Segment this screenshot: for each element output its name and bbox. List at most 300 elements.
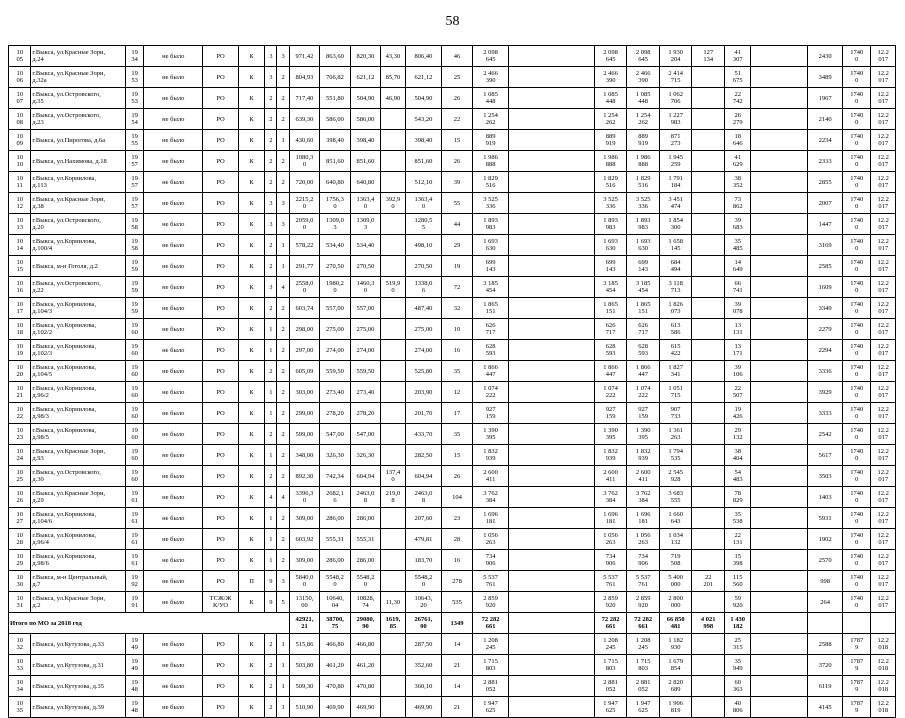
table-cell: 1 832 939 bbox=[627, 445, 660, 466]
table-cell: 10 26 bbox=[9, 487, 31, 508]
table-cell: 26761, 00 bbox=[405, 613, 442, 634]
table-cell: не было bbox=[144, 550, 203, 571]
table-cell bbox=[509, 298, 594, 319]
table-cell: 10 09 bbox=[9, 130, 31, 151]
table-cell bbox=[751, 613, 808, 634]
table-cell: 1740 0 bbox=[842, 361, 870, 382]
table-cell: 1 056 263 bbox=[594, 529, 627, 550]
table-cell: К bbox=[238, 109, 264, 130]
table-cell bbox=[509, 235, 594, 256]
table-cell: 851,60 bbox=[320, 151, 351, 172]
table-cell: 1 bbox=[277, 130, 289, 151]
table-cell: К bbox=[238, 508, 264, 529]
table-cell: 4 bbox=[265, 487, 277, 508]
table-cell: 12.2 017 bbox=[871, 109, 896, 130]
table-cell: 1 bbox=[277, 256, 289, 277]
table-cell: 433,70 bbox=[405, 424, 442, 445]
table-cell: 348,00 bbox=[289, 445, 320, 466]
table-cell: 326,30 bbox=[320, 445, 351, 466]
table-cell: 3 762 384 bbox=[627, 487, 660, 508]
table-cell: не было bbox=[144, 298, 203, 319]
table-cell: 19 61 bbox=[125, 508, 143, 529]
table-cell: 889 919 bbox=[594, 130, 627, 151]
table-cell: 1 696 181 bbox=[594, 508, 627, 529]
table-cell: 3333 bbox=[808, 403, 843, 424]
table-cell: 1 085 448 bbox=[627, 88, 660, 109]
table-cell: 640,80 bbox=[320, 172, 351, 193]
table-cell bbox=[692, 634, 725, 655]
table-row bbox=[9, 235, 896, 256]
table-cell bbox=[509, 256, 594, 277]
table-cell: 299,00 bbox=[289, 403, 320, 424]
table-cell: 12.2 017 bbox=[871, 172, 896, 193]
table-cell: 1363,4 0 bbox=[350, 193, 381, 214]
table-cell bbox=[751, 550, 808, 571]
table-cell: 1740 0 bbox=[842, 382, 870, 403]
table-row bbox=[9, 571, 896, 592]
table-cell: К bbox=[238, 193, 264, 214]
table-cell: 719 508 bbox=[659, 550, 692, 571]
table-cell bbox=[751, 382, 808, 403]
table-cell: 621,12 bbox=[405, 67, 442, 88]
table-cell bbox=[692, 298, 725, 319]
table-cell: 1 715 803 bbox=[472, 655, 509, 676]
table-cell: 12.2 017 bbox=[871, 445, 896, 466]
table-cell: 1 208 245 bbox=[627, 634, 660, 655]
table-cell: 41 307 bbox=[725, 46, 751, 67]
table-cell: 461,20 bbox=[350, 655, 381, 676]
table-cell: 16 bbox=[442, 340, 473, 361]
table-cell: 1 bbox=[265, 340, 277, 361]
table-cell: 12 bbox=[442, 382, 473, 403]
table-cell: 1740 0 bbox=[842, 109, 870, 130]
table-cell: 2294 bbox=[808, 340, 843, 361]
table-cell: 219,0 8 bbox=[381, 487, 405, 508]
table-cell: К bbox=[238, 214, 264, 235]
table-row bbox=[9, 403, 896, 424]
table-cell: 278,20 bbox=[350, 403, 381, 424]
table-cell: 207,60 bbox=[405, 508, 442, 529]
table-cell: 742,34 bbox=[320, 466, 351, 487]
table-cell bbox=[509, 634, 594, 655]
table-cell: не было bbox=[144, 592, 203, 613]
table-cell bbox=[692, 340, 725, 361]
table-cell bbox=[751, 466, 808, 487]
table-cell: 3720 bbox=[808, 655, 843, 676]
table-cell: 286,00 bbox=[320, 550, 351, 571]
table-cell: 39 bbox=[442, 172, 473, 193]
table-cell: г.Выкса, ул.Островского, д.30 bbox=[31, 466, 126, 487]
table-cell bbox=[692, 655, 725, 676]
table-cell: 13 131 bbox=[725, 319, 751, 340]
table-row bbox=[9, 361, 896, 382]
table-cell: 22 131 bbox=[725, 529, 751, 550]
table-cell: РО bbox=[203, 256, 239, 277]
table-row bbox=[9, 529, 896, 550]
table-cell: РО bbox=[203, 445, 239, 466]
table-cell: 555,31 bbox=[350, 529, 381, 550]
table-cell bbox=[381, 382, 405, 403]
table-cell bbox=[509, 529, 594, 550]
table-cell: К bbox=[238, 487, 264, 508]
table-cell bbox=[692, 172, 725, 193]
table-cell bbox=[381, 151, 405, 172]
table-cell: 274,00 bbox=[405, 340, 442, 361]
table-cell: К bbox=[238, 88, 264, 109]
table-cell: г.Выкса, ул.Корнилова, д.100/4 bbox=[31, 235, 126, 256]
table-cell: 466,80 bbox=[320, 634, 351, 655]
table-cell: 43,30 bbox=[381, 46, 405, 67]
table-cell: 2 bbox=[277, 298, 289, 319]
table-cell: 1 062 706 bbox=[659, 88, 692, 109]
table-cell: 19 59 bbox=[125, 298, 143, 319]
table-cell: 806,40 bbox=[405, 46, 442, 67]
table-cell: 19 55 bbox=[125, 130, 143, 151]
table-cell: 1 430 182 bbox=[725, 613, 751, 634]
table-cell: 66 741 bbox=[725, 277, 751, 298]
table-cell: 1756,3 0 bbox=[320, 193, 351, 214]
table-cell: 10 34 bbox=[9, 676, 31, 697]
table-cell: 3336 bbox=[808, 361, 843, 382]
table-cell: 1787 9 bbox=[842, 634, 870, 655]
table-cell: 19 60 bbox=[125, 361, 143, 382]
table-cell bbox=[509, 130, 594, 151]
table-cell: 470,80 bbox=[350, 676, 381, 697]
table-cell: 559,50 bbox=[320, 361, 351, 382]
table-cell: 1787 9 bbox=[842, 655, 870, 676]
table-cell: 586,00 bbox=[350, 109, 381, 130]
table-cell: 12.2 017 bbox=[871, 487, 896, 508]
table-cell: 1 947 625 bbox=[627, 697, 660, 718]
table-cell bbox=[381, 256, 405, 277]
table-row bbox=[9, 508, 896, 529]
table-cell: 270,50 bbox=[405, 256, 442, 277]
table-cell: 2 bbox=[277, 151, 289, 172]
table-cell: 599,00 bbox=[289, 424, 320, 445]
table-cell: 1 390 395 bbox=[472, 424, 509, 445]
table-cell: 5840,0 0 bbox=[289, 571, 320, 592]
table-cell: 519,9 0 bbox=[381, 277, 405, 298]
table-cell: 1 829 516 bbox=[627, 172, 660, 193]
table-cell: 734 906 bbox=[594, 550, 627, 571]
table-cell: г.Выкса, ул.Корнилова, д.104/6 bbox=[31, 508, 126, 529]
table-cell: 2 bbox=[265, 151, 277, 172]
table-cell: 1 bbox=[265, 403, 277, 424]
table-cell: 3 451 474 bbox=[659, 193, 692, 214]
table-cell: 1 693 630 bbox=[472, 235, 509, 256]
table-cell: 1 085 448 bbox=[594, 88, 627, 109]
table-cell: П bbox=[238, 571, 264, 592]
table-cell: 1740 0 bbox=[842, 235, 870, 256]
table-cell: не было bbox=[144, 214, 203, 235]
table-cell: 19 bbox=[442, 256, 473, 277]
table-cell: 1 947 625 bbox=[472, 697, 509, 718]
table-cell: 5548,2 0 bbox=[320, 571, 351, 592]
table-cell: 2 bbox=[265, 361, 277, 382]
table-cell: 32 bbox=[442, 298, 473, 319]
table-cell: 22 507 bbox=[725, 382, 751, 403]
table-row bbox=[9, 445, 896, 466]
table-cell: 360,10 bbox=[405, 676, 442, 697]
table-cell: 398,40 bbox=[350, 130, 381, 151]
table-cell: 2 545 928 bbox=[659, 466, 692, 487]
table-cell bbox=[751, 67, 808, 88]
table-cell: 10 30 bbox=[9, 571, 31, 592]
table-row bbox=[9, 382, 896, 403]
table-cell: 14 bbox=[442, 634, 473, 655]
table-cell: 1460,3 0 bbox=[350, 277, 381, 298]
table-cell: К bbox=[238, 151, 264, 172]
table-cell: 270,50 bbox=[320, 256, 351, 277]
table-cell bbox=[692, 109, 725, 130]
table-cell: 3169 bbox=[808, 235, 843, 256]
table-cell: 1740 0 bbox=[842, 403, 870, 424]
table-cell: 684 494 bbox=[659, 256, 692, 277]
table-cell bbox=[381, 508, 405, 529]
table-cell: РО bbox=[203, 424, 239, 445]
table-cell: 10 bbox=[442, 319, 473, 340]
table-cell: 309,00 bbox=[289, 550, 320, 571]
table-cell: 1 947 625 bbox=[594, 697, 627, 718]
table-cell: 5 537 761 bbox=[594, 571, 627, 592]
table-cell: РО bbox=[203, 67, 239, 88]
table-cell: 1 791 184 bbox=[659, 172, 692, 193]
table-cell bbox=[692, 487, 725, 508]
table-cell: 1 074 222 bbox=[472, 382, 509, 403]
table-cell: 3 bbox=[265, 67, 277, 88]
table-cell: 12.2 017 bbox=[871, 46, 896, 67]
table-cell: г.Выкса, ул.Корнилова, д.96/4 bbox=[31, 529, 126, 550]
table-row bbox=[9, 214, 896, 235]
table-cell: 3 bbox=[265, 46, 277, 67]
table-cell: К bbox=[238, 466, 264, 487]
table-cell: 54 483 bbox=[725, 466, 751, 487]
table-cell: г.Выкса, ул.Красные Зори, д.38 bbox=[31, 193, 126, 214]
table-cell: 1338,0 6 bbox=[405, 277, 442, 298]
table-cell: 9 bbox=[265, 592, 277, 613]
table-cell bbox=[381, 697, 405, 718]
table-cell: 3 bbox=[277, 214, 289, 235]
table-cell: 10 24 bbox=[9, 445, 31, 466]
table-cell: г.Выкса, ул.Островского, д.22 bbox=[31, 277, 126, 298]
table-cell: 2 bbox=[265, 130, 277, 151]
table-cell bbox=[381, 319, 405, 340]
table-cell: 10 28 bbox=[9, 529, 31, 550]
table-cell: 1740 0 bbox=[842, 319, 870, 340]
table-cell: 72 282 661 bbox=[472, 613, 509, 634]
table-cell bbox=[381, 172, 405, 193]
table-cell: 557,00 bbox=[350, 298, 381, 319]
table-cell: 1 832 939 bbox=[594, 445, 627, 466]
table-cell: 13 171 bbox=[725, 340, 751, 361]
table-cell: 1 832 939 bbox=[472, 445, 509, 466]
table-cell bbox=[751, 361, 808, 382]
page-number: 58 bbox=[445, 14, 460, 29]
table-cell bbox=[509, 46, 594, 67]
table-cell: 12.2 017 bbox=[871, 361, 896, 382]
table-cell: 273,40 bbox=[320, 382, 351, 403]
table-cell: 2 800 000 bbox=[659, 592, 692, 613]
table-cell: 547,00 bbox=[320, 424, 351, 445]
table-cell: 1 715 803 bbox=[594, 655, 627, 676]
table-cell: 1403 bbox=[808, 487, 843, 508]
table-cell: 12.2 017 bbox=[871, 382, 896, 403]
table-cell: не было bbox=[144, 256, 203, 277]
table-cell: К bbox=[238, 592, 264, 613]
table-cell: 1 208 245 bbox=[472, 634, 509, 655]
table-cell: г.Выкса, ул.Пирогова, д.6а bbox=[31, 130, 126, 151]
table-cell: 2 bbox=[265, 88, 277, 109]
table-cell: 555,31 bbox=[320, 529, 351, 550]
table-cell: 10643, 20 bbox=[405, 592, 442, 613]
table-cell: г.Выкса, ул.Корнилова, д.102/3 bbox=[31, 340, 126, 361]
table-cell: 12.2 017 bbox=[871, 340, 896, 361]
table-cell: 1 893 983 bbox=[594, 214, 627, 235]
table-cell: РО bbox=[203, 319, 239, 340]
table-cell: 55 bbox=[442, 193, 473, 214]
table-cell bbox=[692, 466, 725, 487]
table-cell: не было bbox=[144, 235, 203, 256]
table-cell: 19 48 bbox=[125, 697, 143, 718]
table-cell: 10 23 bbox=[9, 424, 31, 445]
table-cell: 1 866 447 bbox=[627, 361, 660, 382]
table-cell: 504,90 bbox=[405, 88, 442, 109]
table-row bbox=[9, 466, 896, 487]
table-cell: 1 693 630 bbox=[594, 235, 627, 256]
table-cell: 5 400 000 bbox=[659, 571, 692, 592]
table-cell: 10 13 bbox=[9, 214, 31, 235]
table-cell: г.Выкса, ул.Кутузова, д.33 bbox=[31, 634, 126, 655]
table-cell: 19 57 bbox=[125, 151, 143, 172]
table-cell: 39 078 bbox=[725, 298, 751, 319]
table-cell: 706,82 bbox=[320, 67, 351, 88]
table-cell bbox=[692, 277, 725, 298]
table-cell bbox=[381, 445, 405, 466]
table-cell: 626 717 bbox=[472, 319, 509, 340]
table-cell: 2007 bbox=[808, 193, 843, 214]
table-cell: 22 742 bbox=[725, 88, 751, 109]
table-cell: 19 61 bbox=[125, 550, 143, 571]
table-body bbox=[9, 46, 896, 718]
table-cell: не было bbox=[144, 130, 203, 151]
table-cell bbox=[509, 382, 594, 403]
table-cell: 66 850 481 bbox=[659, 613, 692, 634]
table-cell: 12.2 018 bbox=[871, 697, 896, 718]
table-cell: 1740 0 bbox=[842, 529, 870, 550]
table-cell bbox=[509, 592, 594, 613]
table-row bbox=[9, 67, 896, 88]
table-cell: 2 466 390 bbox=[472, 67, 509, 88]
table-cell: 2 bbox=[277, 88, 289, 109]
table-cell: 603,74 bbox=[289, 298, 320, 319]
table-cell: 12.2 017 bbox=[871, 529, 896, 550]
table-cell: 22 201 bbox=[692, 571, 725, 592]
table-cell: 699 143 bbox=[627, 256, 660, 277]
table-cell: 10 11 bbox=[9, 172, 31, 193]
table-cell: 19 60 bbox=[125, 319, 143, 340]
table-cell: 1 930 204 bbox=[659, 46, 692, 67]
table-cell: 1 826 073 bbox=[659, 298, 692, 319]
table-cell: 72 bbox=[442, 277, 473, 298]
table-cell: 1 893 983 bbox=[472, 214, 509, 235]
table-cell: не было bbox=[144, 487, 203, 508]
table-cell bbox=[871, 613, 896, 634]
table-cell: 1740 0 bbox=[842, 277, 870, 298]
table-cell bbox=[692, 361, 725, 382]
table-cell: 2 bbox=[265, 676, 277, 697]
table-cell bbox=[692, 382, 725, 403]
table-row bbox=[9, 109, 896, 130]
table-row bbox=[9, 634, 896, 655]
table-cell: 1740 0 bbox=[842, 340, 870, 361]
table-cell: 19 60 bbox=[125, 403, 143, 424]
table-cell: 2 881 052 bbox=[594, 676, 627, 697]
table-cell: 1 254 262 bbox=[472, 109, 509, 130]
table-cell: 1787 9 bbox=[842, 676, 870, 697]
table-cell: 1787 9 bbox=[842, 697, 870, 718]
table-cell: 1 865 151 bbox=[594, 298, 627, 319]
table-cell: 21 bbox=[442, 655, 473, 676]
table-cell: 1740 0 bbox=[842, 424, 870, 445]
table-cell: не было bbox=[144, 697, 203, 718]
table-cell: 2 bbox=[277, 529, 289, 550]
table-cell: 10 19 bbox=[9, 340, 31, 361]
table-cell: РО bbox=[203, 676, 239, 697]
table-cell: 10 33 bbox=[9, 655, 31, 676]
table-cell: 509,30 bbox=[289, 676, 320, 697]
table-cell: 487,40 bbox=[405, 298, 442, 319]
table-cell bbox=[692, 235, 725, 256]
table-cell: г.Выкса, ул.Корнилова, д.96/2 bbox=[31, 382, 126, 403]
table-cell: 621,12 bbox=[350, 67, 381, 88]
table-cell bbox=[509, 403, 594, 424]
table-cell: 51 675 bbox=[725, 67, 751, 88]
table-cell: К bbox=[238, 172, 264, 193]
table-cell: 2 881 052 bbox=[627, 676, 660, 697]
table-row bbox=[9, 676, 896, 697]
table-cell: г.Выкса, ул.Корнилова, д.98/5 bbox=[31, 424, 126, 445]
table-cell: 1 254 262 bbox=[627, 109, 660, 130]
table-cell: 19 49 bbox=[125, 655, 143, 676]
table-cell: 1309,0 3 bbox=[350, 214, 381, 235]
table-cell: 1 794 535 bbox=[659, 445, 692, 466]
table-cell: 1 074 222 bbox=[594, 382, 627, 403]
table-cell: 1740 0 bbox=[842, 571, 870, 592]
table-cell: 2 bbox=[277, 550, 289, 571]
table-cell: 12.2 017 bbox=[871, 214, 896, 235]
table-cell: 551,80 bbox=[320, 88, 351, 109]
table-cell: 12.2 017 bbox=[871, 592, 896, 613]
table-cell: РО bbox=[203, 697, 239, 718]
table-cell: 2 820 689 bbox=[659, 676, 692, 697]
table-cell: 10 27 bbox=[9, 508, 31, 529]
table-cell: К bbox=[238, 67, 264, 88]
table-cell: 2 bbox=[265, 424, 277, 445]
table-cell: К bbox=[238, 277, 264, 298]
table-cell: г.Выкса, ул.Кутузова, д.35 bbox=[31, 676, 126, 697]
table-cell: 3 762 384 bbox=[472, 487, 509, 508]
table-cell: 303,00 bbox=[289, 382, 320, 403]
table-cell: 1740 0 bbox=[842, 592, 870, 613]
table-cell: 12.2 017 bbox=[871, 403, 896, 424]
table-cell: 559,50 bbox=[350, 361, 381, 382]
table-cell: 398,40 bbox=[320, 130, 351, 151]
table-cell: 21 bbox=[442, 697, 473, 718]
table-cell: 3 185 454 bbox=[594, 277, 627, 298]
table-cell bbox=[509, 466, 594, 487]
table-row bbox=[9, 697, 896, 718]
table-cell: 3 185 454 bbox=[472, 277, 509, 298]
